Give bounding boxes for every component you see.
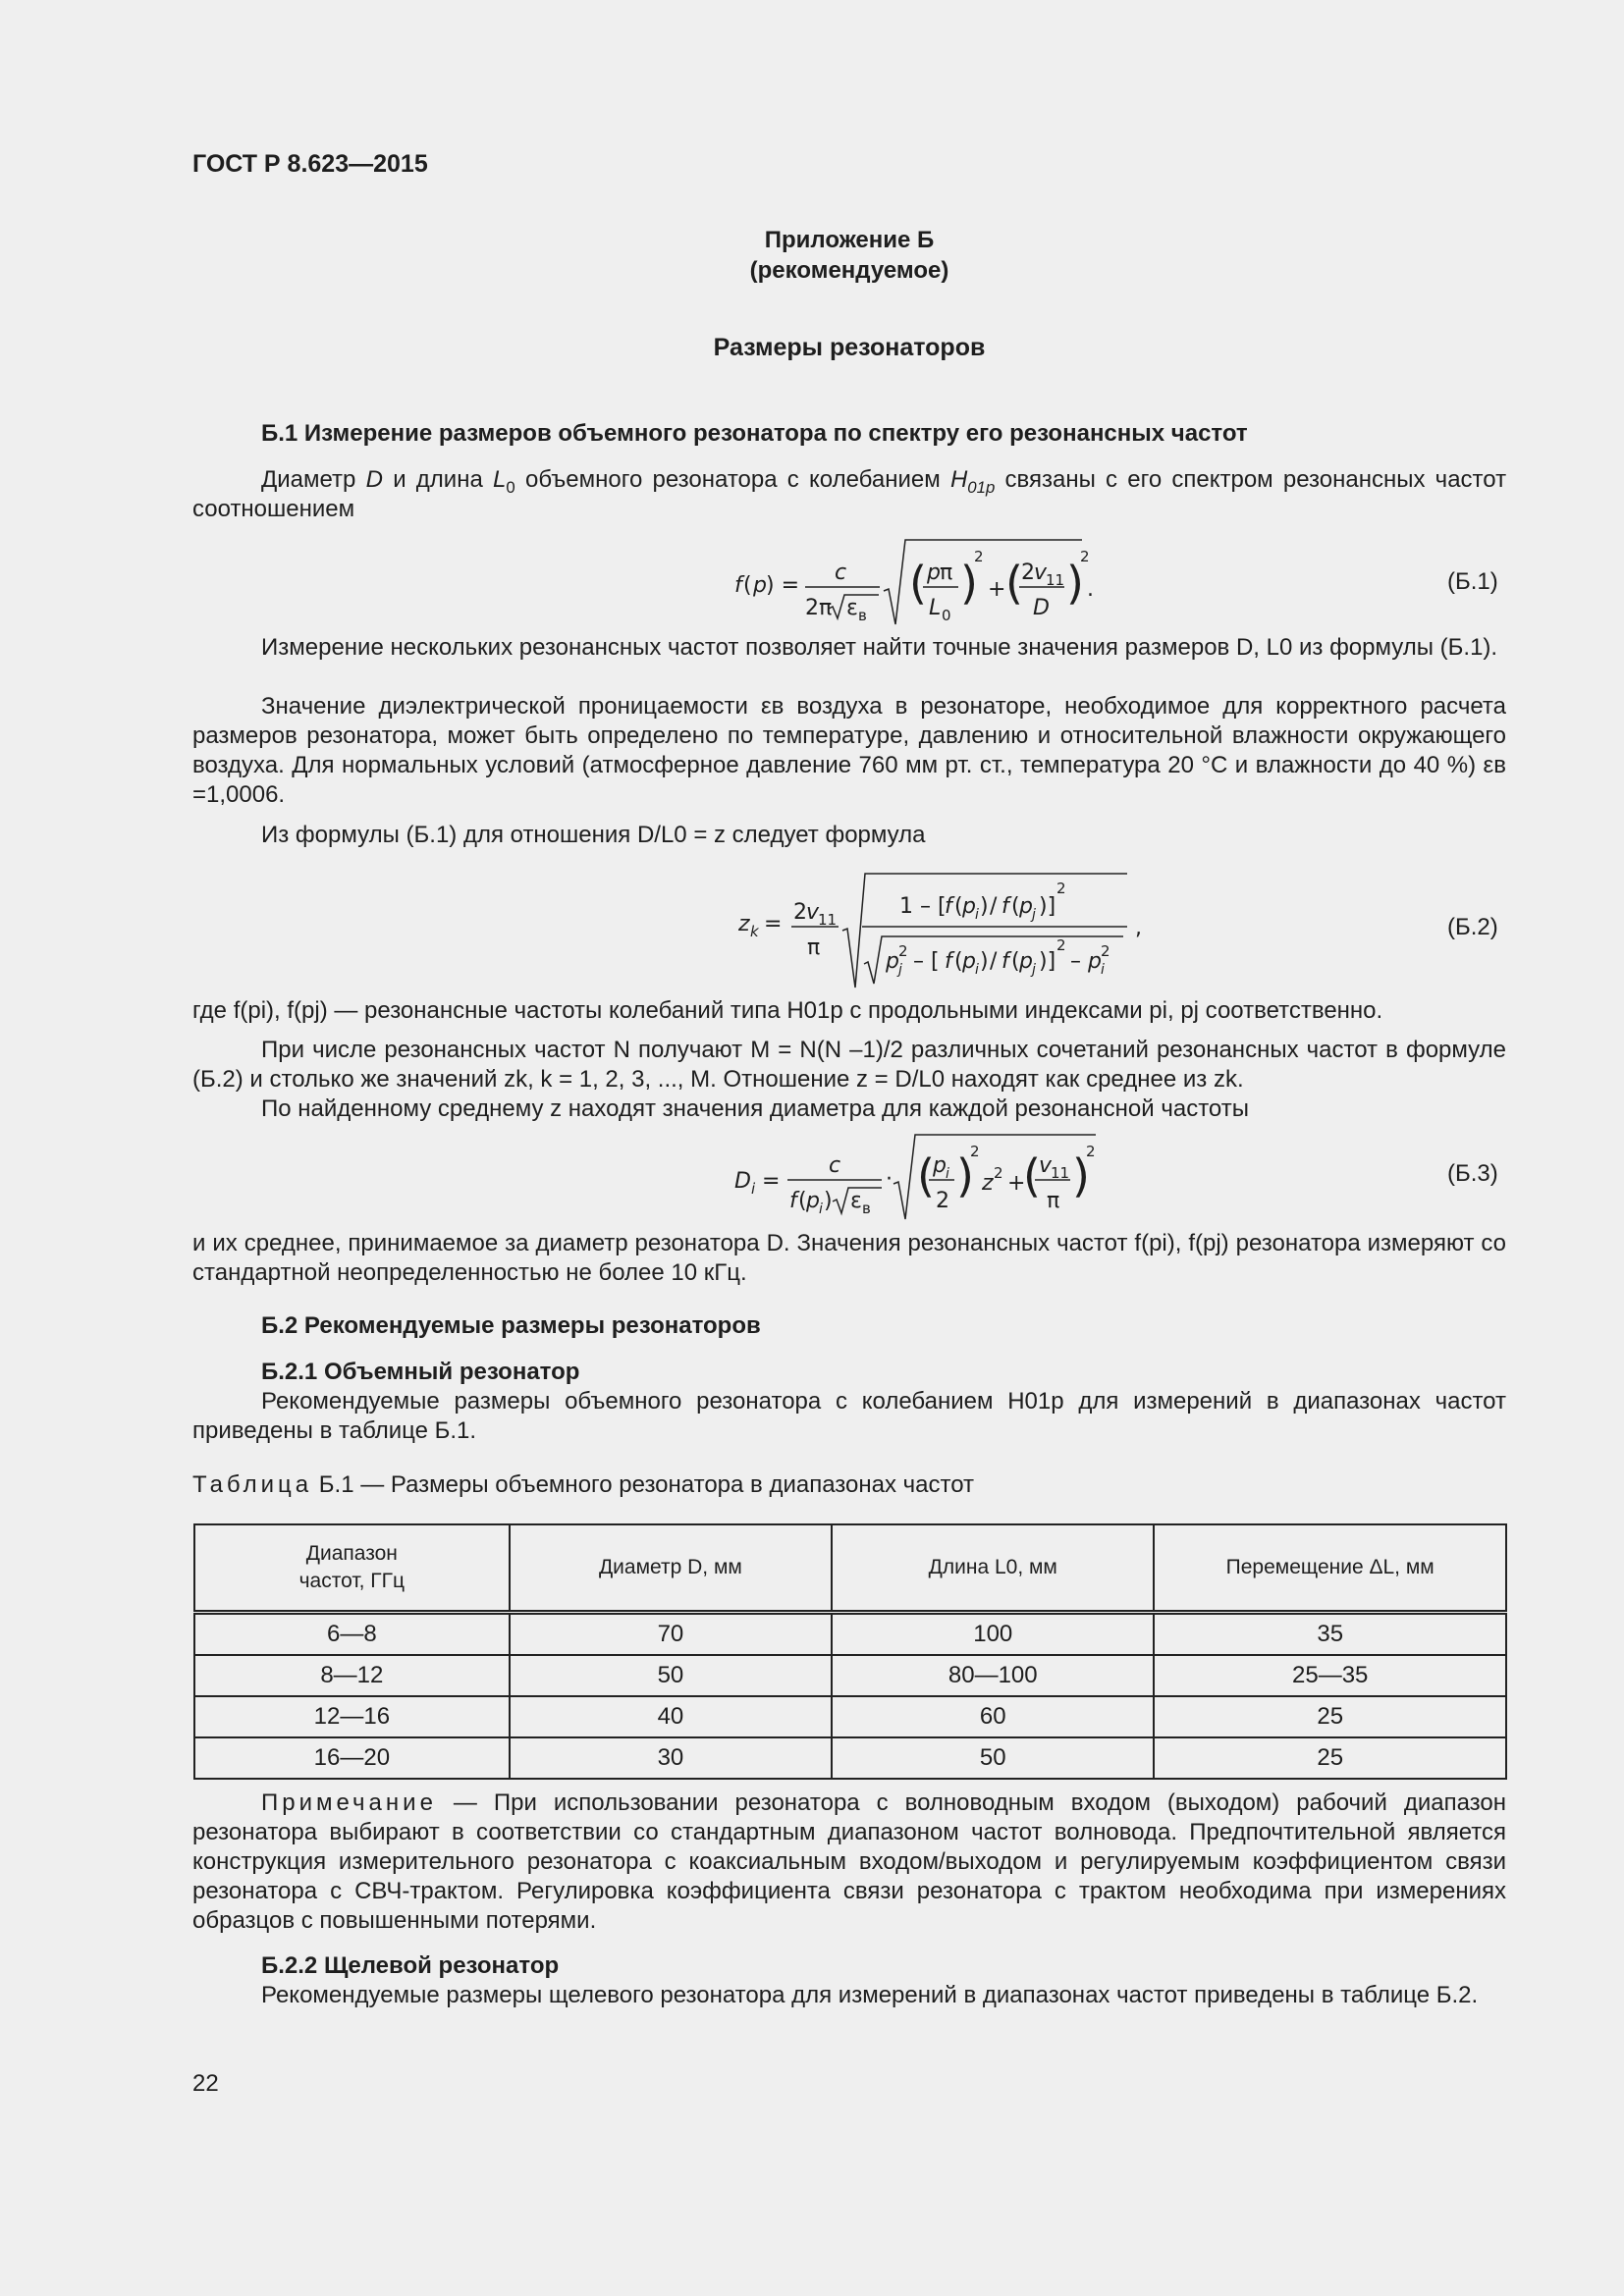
paragraph-b1-measure: Измерение нескольких резонансных частот позволяет найти точные значения размеров D, L0 из формулы (Б.1).: [261, 634, 1498, 661]
svg-text:2: 2: [974, 548, 984, 565]
svg-text:)]: )]: [1039, 894, 1056, 919]
svg-text:в: в: [858, 607, 867, 624]
svg-text:p: p: [806, 1189, 820, 1213]
table-cell: 6—8: [194, 1613, 510, 1656]
svg-text:p: p: [753, 573, 767, 598]
svg-text:=: =: [762, 1169, 781, 1194]
svg-text:(: (: [1023, 1149, 1041, 1202]
table-cell: 80—100: [832, 1655, 1154, 1696]
paragraph-b1-mean: и их среднее, принимаемое за диаметр резонатора D. Значения резонансных частот f(pi), f(pj) резонатора измеряют со стандартной неопределенностью не более 10 кГц.: [192, 1230, 1506, 1286]
svg-text:z: z: [982, 1171, 994, 1196]
svg-text:2: 2: [970, 1143, 980, 1160]
svg-text:v: v: [1034, 561, 1048, 585]
table-cell: 35: [1154, 1613, 1506, 1656]
svg-text:,: ,: [1135, 916, 1142, 940]
svg-text:p: p: [962, 894, 976, 919]
section-b1-heading: Б.1 Измерение размеров объемного резонатора по спектру его резонансных частот: [261, 420, 1248, 447]
table-cell: 40: [510, 1696, 832, 1737]
table-cell: 30: [510, 1737, 832, 1779]
table-cell: 50: [832, 1737, 1154, 1779]
svg-text:2: 2: [1056, 936, 1066, 954]
paragraph-b1-combinations: При числе резонансных частот N получают M = N(N –1)/2 различных сочетаний резонансных частот в формуле (Б.2) и столько же значений zk, k = 1, 2, 3, ..., M. Отношение z = D/L0 находят как среднее из zk.: [192, 1037, 1506, 1093]
table-header-cell: Диаметр D, мм: [510, 1524, 832, 1613]
appendix-status: (рекомендуемое): [749, 257, 949, 284]
svg-text:k: k: [750, 923, 759, 940]
table-cell: 100: [832, 1613, 1154, 1656]
svg-text:i: i: [751, 1180, 756, 1198]
table-cell: 25—35: [1154, 1655, 1506, 1696]
table-header-cell: Длина L0, мм: [832, 1524, 1154, 1613]
svg-text:i: i: [975, 962, 979, 978]
table-header-cell: Перемещение ΔL, мм: [1154, 1524, 1506, 1613]
svg-text:·: ·: [886, 1167, 893, 1192]
svg-text:2: 2: [1086, 1143, 1096, 1160]
table-row: [194, 1737, 1506, 1779]
svg-text:): ): [980, 894, 989, 919]
svg-text:f: f: [945, 894, 952, 919]
table-row: [194, 1613, 1506, 1656]
svg-text:2: 2: [1021, 561, 1035, 585]
table-cell: 25: [1154, 1737, 1506, 1779]
svg-text:D: D: [734, 1169, 751, 1194]
svg-text:1 – [: 1 – [: [899, 894, 947, 919]
appendix-subject: Размеры резонаторов: [713, 334, 986, 361]
svg-text:2: 2: [994, 1164, 1003, 1182]
paragraph-b1-ratio: Из формулы (Б.1) для отношения D/L0 = z следует формула: [261, 822, 926, 848]
table-note: Примечание — При использовании резонатора с волноводным входом (выходом) рабочий диапазон резонатора выбирают в соответствии со стандартным диапазоном частот волновода. Предпочтительной является конструкция измерительного резонатора с коаксиальным входом/выходом и регулируемым коэффициентом связи резонатора с СВЧ-трактом. Регулировка коэффициента связи резонатора с трактом необходима при измерениях образцов с повышенными потерями.: [192, 1789, 1507, 1934]
equation-number-b1: (Б.1): [1447, 568, 1498, 595]
document-code: ГОСТ Р 8.623—2015: [192, 150, 428, 178]
table-cell: 25: [1154, 1696, 1506, 1737]
svg-text:i: i: [975, 907, 979, 923]
svg-text:2: 2: [1101, 942, 1110, 960]
svg-text:ε: ε: [846, 596, 858, 620]
svg-text:π: π: [807, 935, 821, 960]
svg-text:p: p: [927, 561, 941, 585]
svg-text:f: f: [789, 1189, 797, 1213]
table-header-row: [194, 1524, 1506, 1613]
paragraph-b21: Рекомендуемые размеры объемного резонатора с колебанием H01p для измерений в диапазонах частот приведены в таблице Б.1.: [192, 1388, 1506, 1444]
formula-b1: [727, 530, 1119, 628]
table-row: [194, 1655, 1506, 1696]
svg-text:/: /: [990, 894, 998, 919]
svg-text:): ): [960, 557, 978, 610]
svg-text:.: .: [1087, 577, 1094, 602]
svg-text:(: (: [743, 573, 752, 598]
svg-text:0: 0: [942, 607, 951, 624]
paragraph-b1-diameter: По найденному среднему z находят значения диаметра для каждой резонансной частоты: [261, 1095, 1249, 1122]
svg-text:p: p: [1019, 894, 1033, 919]
svg-text:L: L: [929, 596, 942, 620]
table-cell: 60: [832, 1696, 1154, 1737]
svg-text:в: в: [862, 1200, 871, 1217]
svg-text:D: D: [1033, 596, 1050, 620]
svg-text:(: (: [1005, 557, 1023, 610]
svg-text:) =: ) =: [766, 573, 800, 598]
svg-text:f: f: [1001, 894, 1009, 919]
svg-text:+: +: [1007, 1171, 1026, 1196]
svg-text:v: v: [806, 900, 820, 925]
table-cell: 8—12: [194, 1655, 510, 1696]
svg-text:(: (: [917, 1149, 935, 1202]
svg-text:(: (: [954, 949, 963, 974]
paragraph-b22: Рекомендуемые размеры щелевого резонатора для измерений в диапазонах частот приведены в таблице Б.2.: [261, 1982, 1479, 2008]
svg-text:v: v: [1039, 1153, 1053, 1178]
svg-text:c: c: [829, 1153, 841, 1178]
svg-text:2: 2: [793, 900, 807, 925]
svg-text:2: 2: [936, 1189, 949, 1213]
svg-text:): ): [956, 1149, 974, 1202]
page-number: 22: [192, 2070, 219, 2097]
svg-text:11: 11: [1051, 1164, 1070, 1182]
svg-text:(: (: [909, 557, 927, 610]
svg-text:p: p: [962, 949, 976, 974]
svg-text:(: (: [798, 1189, 807, 1213]
svg-text:p: p: [1088, 949, 1102, 974]
svg-text:)]: )]: [1039, 949, 1056, 974]
svg-text:p: p: [933, 1153, 947, 1178]
svg-text:i: i: [1101, 962, 1105, 978]
section-b21-heading: Б.2.1 Объемный резонатор: [261, 1359, 580, 1385]
svg-text:i: i: [946, 1166, 949, 1182]
svg-text:f: f: [734, 573, 742, 598]
svg-text:f: f: [1001, 949, 1009, 974]
svg-text:2: 2: [1056, 880, 1066, 897]
section-b22-heading: Б.2.2 Щелевой резонатор: [261, 1952, 560, 1979]
appendix-title: Приложение Б: [764, 227, 935, 253]
svg-text:): ): [980, 949, 989, 974]
formula-b2: [727, 864, 1159, 991]
table-row: [194, 1696, 1506, 1737]
svg-text:j: j: [1032, 962, 1036, 978]
svg-text:–: –: [1070, 949, 1081, 974]
svg-text:=: =: [764, 912, 783, 936]
svg-text:): ): [1072, 1149, 1090, 1202]
svg-text:(: (: [1011, 949, 1020, 974]
section-b2-heading: Б.2 Рекомендуемые размеры резонаторов: [261, 1312, 761, 1339]
svg-text:z: z: [738, 912, 750, 936]
svg-text:j: j: [898, 962, 902, 978]
svg-text:– [: – [: [913, 949, 940, 974]
paragraph-b1-intro: Диаметр D и длина $L_0$ объемного резонатора с колебанием $H_{01p}$ связаны с его спектром резонансных частот соотношением: [192, 466, 1507, 522]
svg-text:f: f: [945, 949, 952, 974]
svg-text:i: i: [819, 1201, 823, 1217]
svg-text:/: /: [990, 949, 998, 974]
svg-text:): ): [1066, 557, 1084, 610]
table-caption: Таблица Б.1 — Размеры объемного резонатора в диапазонах частот: [192, 1471, 975, 1498]
svg-text:+: +: [988, 577, 1006, 602]
table-header-cell: Диапазон частот, ГГц: [194, 1524, 510, 1613]
table-cell: 50: [510, 1655, 832, 1696]
svg-text:p: p: [886, 949, 899, 974]
table-cell: 70: [510, 1613, 832, 1656]
svg-text:π: π: [1047, 1189, 1060, 1213]
svg-text:ε: ε: [850, 1189, 862, 1213]
paragraph-b1-permittivity: Значение диэлектрической проницаемости εв воздуха в резонаторе, необходимое для корректного расчета размеров резонатора, может быть определено по температуре, давлению и относительной влажности окружающего воздуха. Для нормальных условий (атмосферное давление 760 мм рт. ст., температура 20 °С и влажности до 40 %) εв =1,0006.: [192, 693, 1506, 808]
svg-text:11: 11: [1046, 571, 1065, 589]
svg-text:(: (: [1011, 894, 1020, 919]
svg-text:c: c: [835, 561, 847, 585]
svg-text:2π: 2π: [805, 596, 833, 620]
svg-text:2: 2: [1080, 548, 1090, 565]
svg-text:(: (: [954, 894, 963, 919]
table-cell: 12—16: [194, 1696, 510, 1737]
table-b1: [193, 1523, 1507, 1780]
svg-text:π: π: [940, 561, 953, 585]
svg-text:p: p: [1019, 949, 1033, 974]
equation-number-b2: (Б.2): [1447, 914, 1498, 940]
paragraph-b1-where: где f(pi), f(pj) — резонансные частоты колебаний типа H01p с продольными индексами pi, pj соответственно.: [192, 997, 1383, 1024]
equation-number-b3: (Б.3): [1447, 1160, 1498, 1187]
formula-b3: [727, 1129, 1119, 1227]
svg-text:): ): [824, 1189, 833, 1213]
svg-text:11: 11: [818, 911, 838, 929]
svg-text:j: j: [1032, 907, 1036, 923]
table-cell: 16—20: [194, 1737, 510, 1779]
svg-text:2: 2: [898, 942, 908, 960]
